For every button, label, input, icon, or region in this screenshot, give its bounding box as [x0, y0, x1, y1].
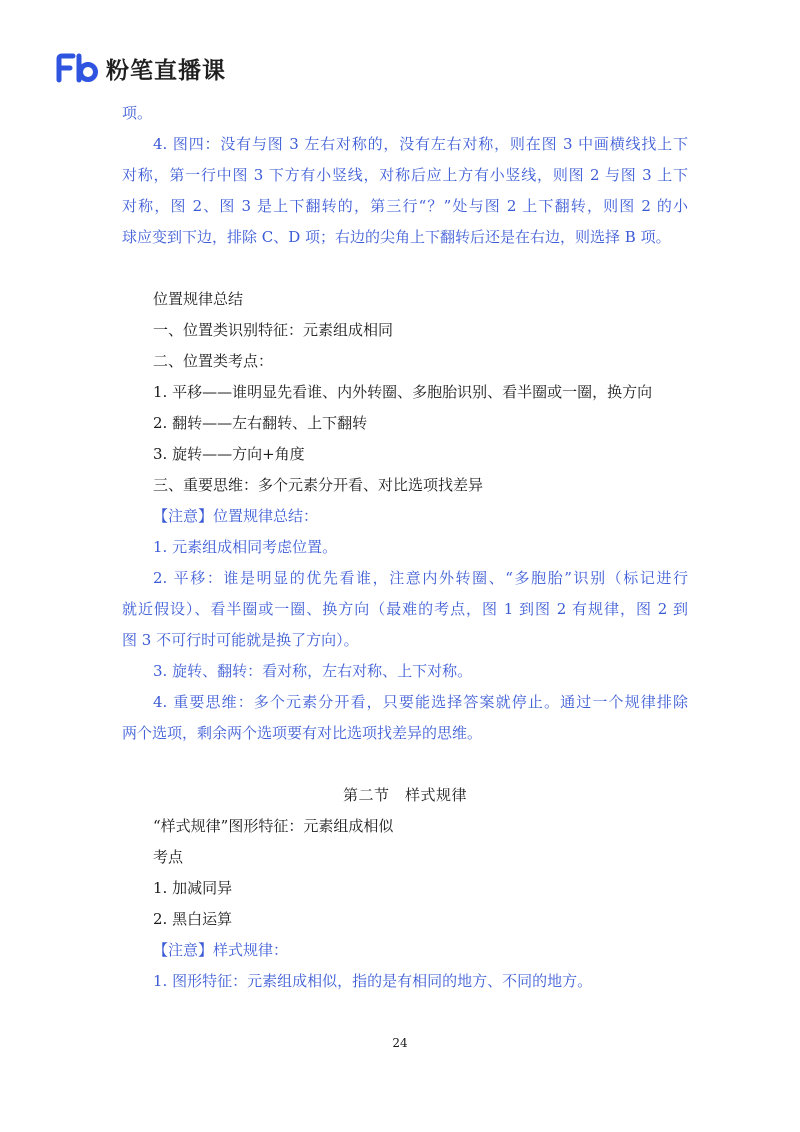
style-test-points-heading: 考点 [153, 848, 184, 866]
page-number: 24 [392, 1036, 408, 1050]
note-style-item-1: 1. 图形特征：元素组成相似，指的是有相同的地方、不同的地方。 [153, 972, 593, 990]
analysis-figure-four-line-4: 球应变到下边，排除 C、D 项；右边的尖角上下翻转后还是在右边，则选择 B 项。 [122, 228, 671, 246]
note-position-item-2-line-2: 就近假设）、看半圈或一圈、换方向（最难的考点，图 1 到图 2 有规律，图 2 到 [122, 600, 688, 618]
note-position-item-4-line-2: 两个选项，剩余两个选项要有对比选项找差异的思维。 [122, 724, 483, 742]
brand-logo [56, 52, 226, 84]
section-title-position-summary: 位置规律总结 [153, 290, 244, 308]
style-feature: “样式规律”图形特征：元素组成相似 [153, 817, 394, 835]
analysis-figure-four-line-1: 4. 图四：没有与图 3 左右对称的，没有左右对称，则在图 3 中画横线找上下 [153, 135, 688, 153]
test-point-add-subtract: 1. 加减同异 [153, 879, 233, 897]
test-point-flip: 2. 翻转——左右翻转、上下翻转 [153, 414, 368, 432]
test-point-translation: 1. 平移——谁明显先看谁、内外转圈、多胞胎识别、看半圈或一圈，换方向 [153, 383, 653, 401]
note-heading-style: 【注意】样式规律： [153, 941, 289, 959]
brand-text: 粉笔直播课 [106, 57, 226, 84]
test-point-rotation: 3. 旋转——方向+角度 [153, 445, 305, 463]
important-thinking: 三、重要思维：多个元素分开看、对比选项找差异 [153, 476, 484, 494]
note-position-item-1: 1. 元素组成相同考虑位置。 [153, 538, 338, 556]
position-feature: 一、位置类识别特征：元素组成相同 [153, 321, 394, 339]
analysis-figure-four-line-2: 对称，第一行中图 3 下方有小竖线，对称后应上方有小竖线，则图 2 与图 3 上下 [122, 166, 688, 184]
fb-logo-icon [56, 53, 100, 83]
note-position-item-2-line-1: 2. 平移：谁是明显的优先看谁，注意内外转圈、“多胞胎”识别（标记进行 [153, 569, 688, 587]
document-body [122, 98, 688, 997]
answer-continuation: 项。 [122, 104, 153, 122]
position-test-points-heading: 二、位置类考点： [153, 352, 274, 370]
analysis-figure-four-line-3: 对称，图 2、图 3 是上下翻转的，第三行“？”处与图 2 上下翻转，则图 2 的小 [122, 197, 688, 215]
note-position-item-2-line-3: 图 3 不可行时可能就是换了方向）。 [122, 631, 359, 649]
test-point-black-white: 2. 黑白运算 [153, 910, 233, 928]
note-position-item-4-line-1: 4. 重要思维：多个元素分开看，只要能选择答案就停止。通过一个规律排除 [153, 693, 688, 711]
note-heading-position: 【注意】位置规律总结： [153, 507, 319, 525]
section-heading-style-rules: 第二节 样式规律 [342, 786, 467, 804]
note-position-item-3: 3. 旋转、翻转：看对称，左右对称、上下对称。 [153, 662, 473, 680]
